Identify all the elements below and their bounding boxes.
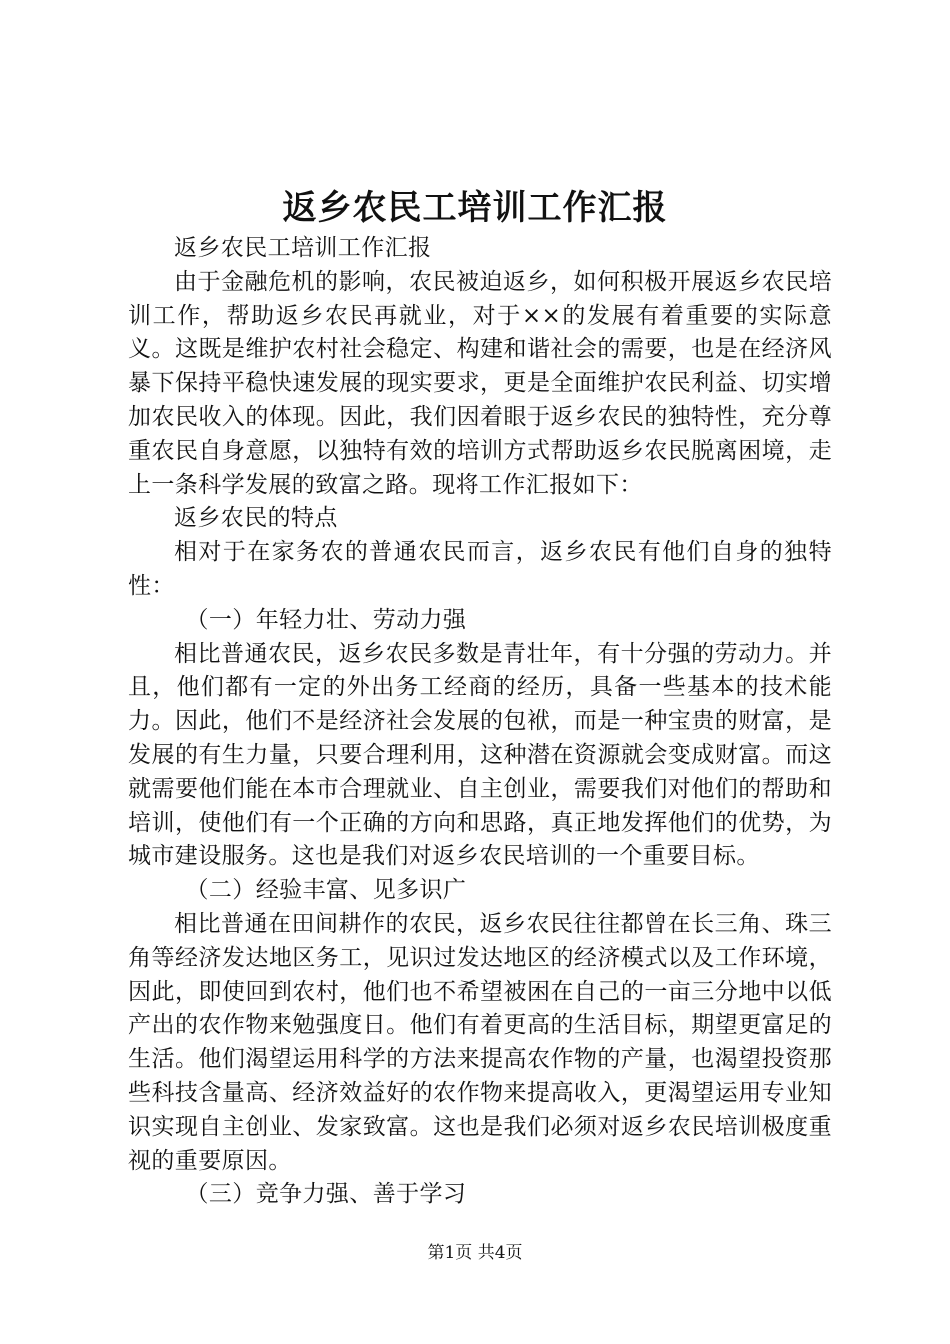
paragraph-intro: 由于金融危机的影响，农民被迫返乡，如何积极开展返乡农民培训工作，帮助返乡农民再就业，对于××的发展有着重要的实际意义。这既是维护农村社会稳定、构建和谐社会的需要，也是在经济风暴下保持平稳快速发展的现实要求，更是全面维护农民利益、切实增加农民收入的体现。因此，我们因着眼于返乡农民的独特性，充分尊重农民自身意愿，以独特有效的培训方式帮助返乡农民脱离困境，走上一条科学发展的致富之路。现将工作汇报如下： xyxy=(128,268,832,498)
paragraph-heading: 返乡农民工培训工作汇报 xyxy=(174,235,432,261)
page-footer: 第1页 共4页 xyxy=(427,1243,523,1263)
subsection-heading: （二）经验丰富、见多识广 xyxy=(185,877,467,904)
paragraph: 相对于在家务农的普通农民而言，返乡农民有他们自身的独特性： xyxy=(128,539,832,599)
subsection-heading: （一）年轻力壮、劳动力强 xyxy=(185,606,467,633)
paragraph: 相比普通农民，返乡农民多数是青壮年，有十分强的劳动力。并且，他们都有一定的外出务工经商的经历，具备一些基本的技术能力。因此，他们不是经济社会发展的包袱，而是一种宝贵的财富，是发展的有生力量，只要合理利用，这种潜在资源就会变成财富。而这就需要他们能在本市合理就业、自主创业，需要我们对他们的帮助和培训，使他们有一个正确的方向和思路，真正地发挥他们的优势，为城市建设服务。这也是我们对返乡农民培训的一个重要目标。 xyxy=(128,640,832,870)
section-heading: 返乡农民的特点 xyxy=(174,505,338,532)
document-body xyxy=(128,232,832,1212)
document-title: 返乡农民工培训工作汇报 xyxy=(282,188,668,228)
paragraph: 相比普通在田间耕作的农民，返乡农民往往都曾在长三角、珠三角等经济发达地区务工，见识过发达地区的经济模式以及工作环境，因此，即使回到农村，他们也不希望被困在自己的一亩三分地中以低产出的农作物来勉强度日。他们有着更高的生活目标，期望更富足的生活。他们渴望运用科学的方法来提高农作物的产量，也渴望投资那些科技含量高、经济效益好的农作物来提高收入，更渴望运用专业知识实现自主创业、发家致富。这也是我们必须对返乡农民培训极度重视的重要原因。 xyxy=(128,910,832,1174)
subsection-heading: （三）竞争力强、善于学习 xyxy=(185,1181,467,1208)
